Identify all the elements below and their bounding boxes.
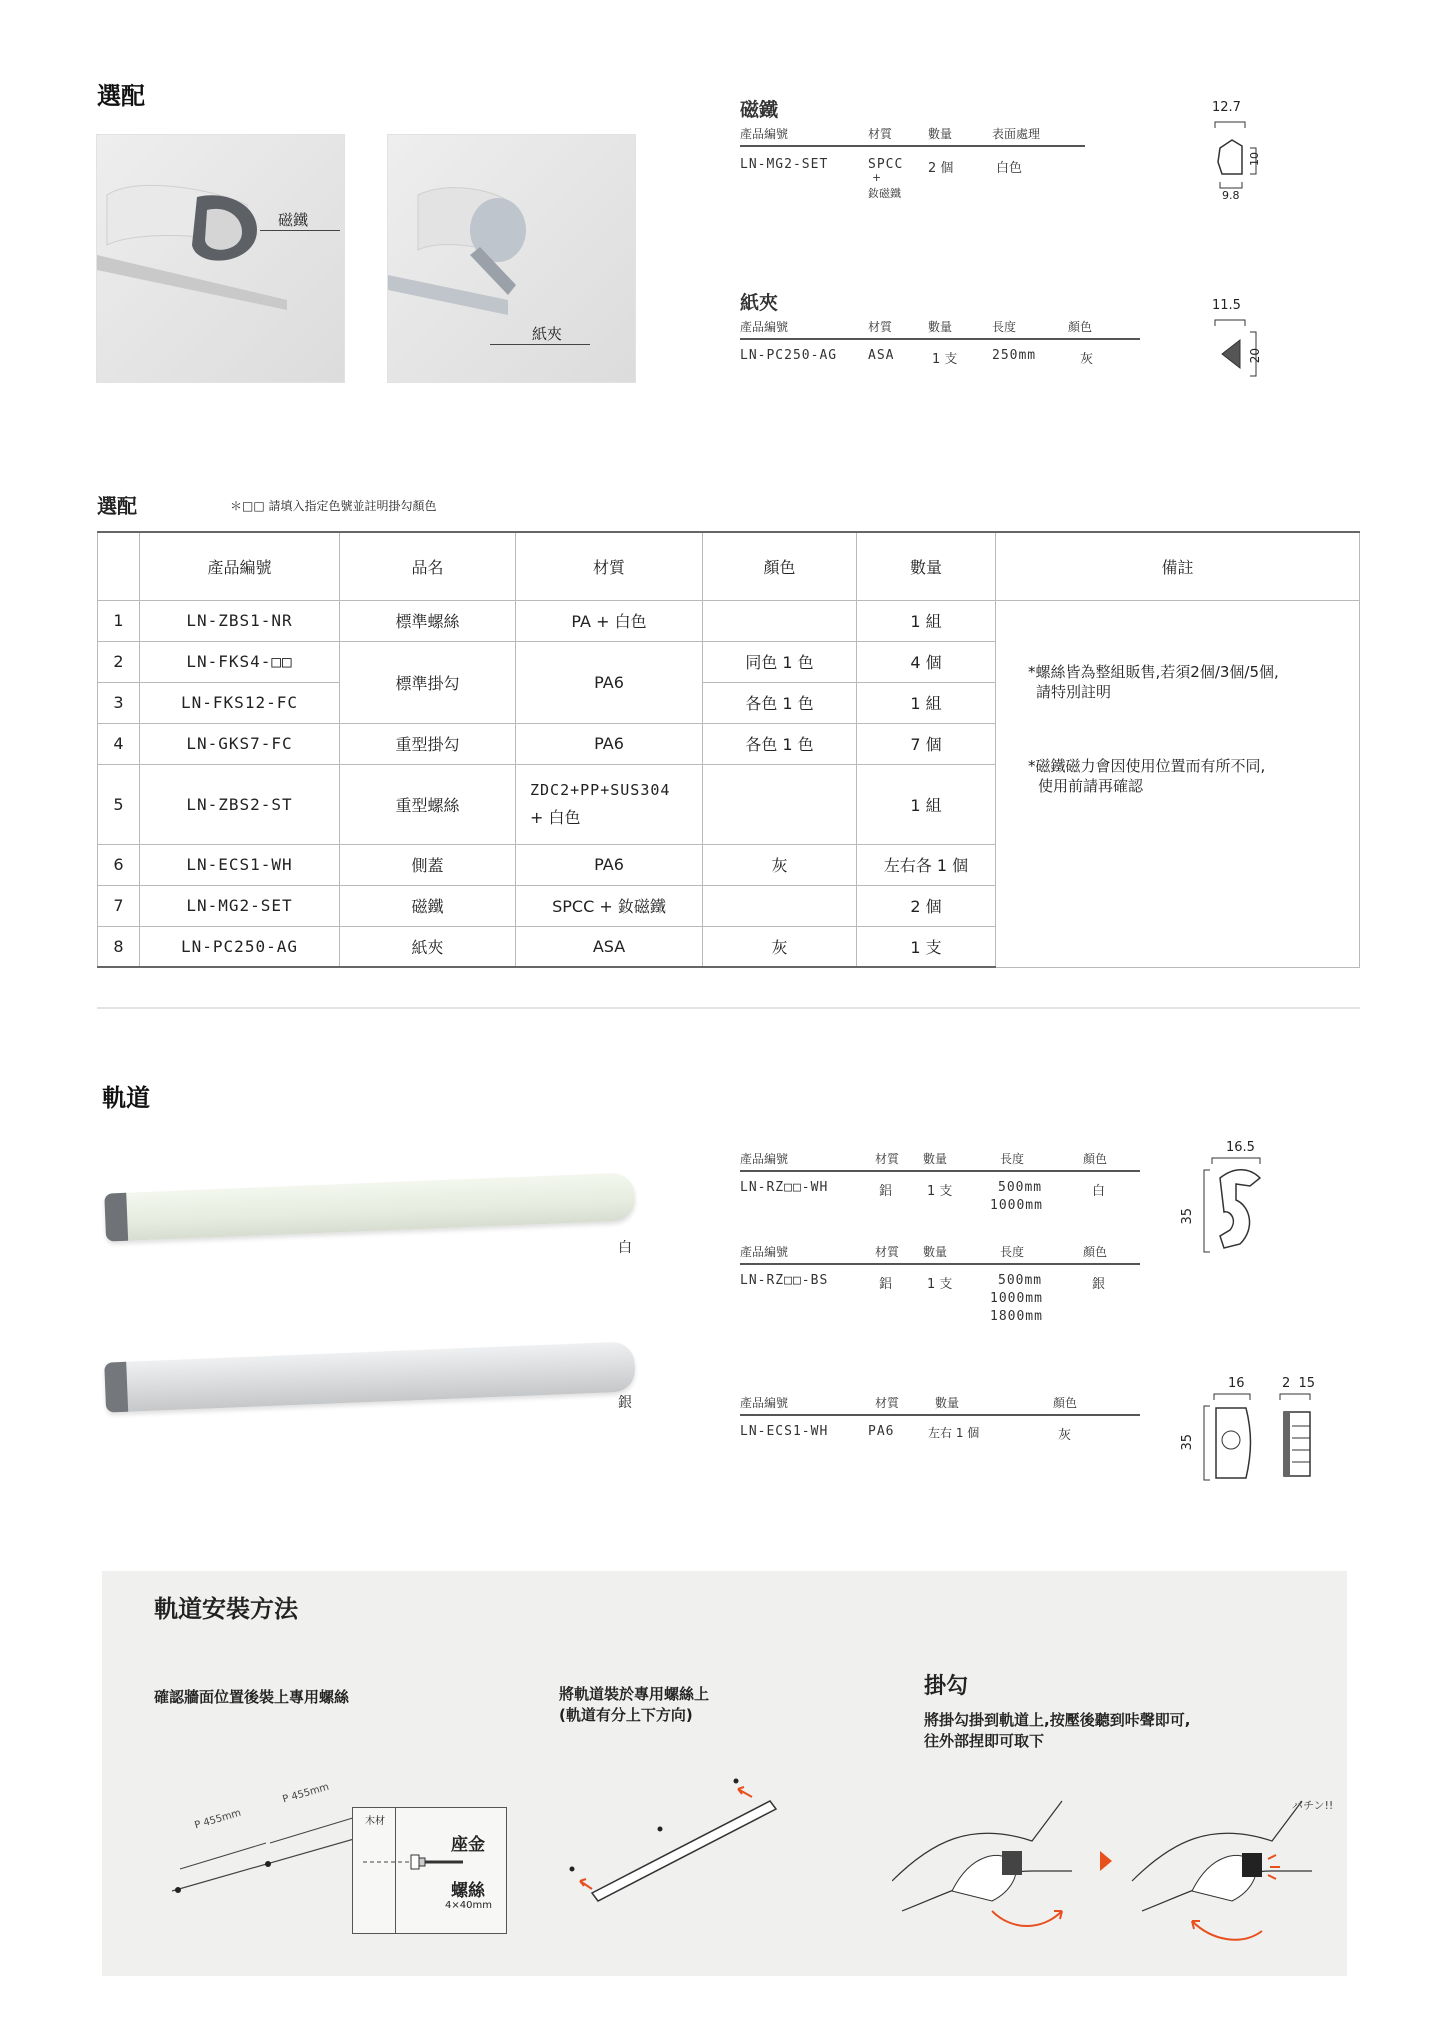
install-step-3-title: 掛勾: [924, 1674, 969, 1699]
options-note: ＊□□ 請填入指定色號並註明掛勾顏色: [230, 499, 437, 513]
magnet-spec-title: 磁鐵: [740, 99, 779, 121]
magnet-qty: 2 個: [928, 161, 954, 176]
header-material: 材質: [516, 532, 703, 600]
rail-spec-silver: [740, 1243, 1140, 1333]
header-remark: 備註: [996, 532, 1360, 600]
row-qty: 1 支: [857, 926, 996, 967]
remarks-cell: [996, 600, 1360, 967]
row-color: [703, 764, 857, 844]
row-material: ASA: [516, 926, 703, 967]
options-table: [97, 531, 1360, 968]
row-code: LN-GKS7-FC: [140, 723, 340, 764]
rail1-hdr-qty: 數量: [923, 1152, 948, 1166]
row-code: LN-ZBS2-ST: [140, 764, 340, 844]
endcap-dim-h: 35: [1180, 1434, 1195, 1451]
endcap-hdr-code: 產品編號: [740, 1396, 789, 1410]
row-material: [516, 764, 703, 844]
install-box: [102, 1571, 1347, 1976]
install-step-2-line-2: (軌道有分上下方向): [559, 1706, 693, 1724]
seat-label: 座金: [451, 1835, 485, 1855]
endcap-qty: 左右 1 個: [928, 1426, 980, 1440]
header-color: 顏色: [703, 532, 857, 600]
endcap-spec: [740, 1394, 1140, 1454]
magnet-code: LN-MG2-SET: [740, 157, 829, 172]
section-divider: [97, 1007, 1360, 1009]
row-material: SPCC + 釹磁鐵: [516, 885, 703, 926]
rail1-length-1: 500mm: [998, 1180, 1043, 1195]
pitch-label-2: P 455mm: [281, 1781, 331, 1806]
magnet-dim-drawing: [1210, 100, 1270, 210]
install-step-2-line-1: 將軌道裝於專用螺絲上: [559, 1685, 710, 1703]
row-code: LN-MG2-SET: [140, 885, 340, 926]
endcap-dim-w: 16: [1228, 1376, 1245, 1391]
rail2-hdr-length: 長度: [1000, 1245, 1025, 1259]
rail2-hdr-code: 產品編號: [740, 1245, 789, 1259]
row-color: 灰: [703, 926, 857, 967]
rail1-qty: 1 支: [927, 1184, 953, 1199]
row-code: LN-FKS12-FC: [140, 682, 340, 723]
white-rail-image: [104, 1172, 635, 1241]
rail1-material: 鋁: [879, 1184, 893, 1199]
magnet-hdr-finish: 表面處理: [992, 127, 1041, 141]
rail-profile-drawing: [1180, 1140, 1270, 1260]
clip-dim-w: 11.5: [1212, 298, 1241, 313]
row-material-line-2: + 白色: [530, 808, 581, 827]
row-code: LN-FKS4-□□: [140, 641, 340, 682]
row-name: 磁鐵: [340, 885, 516, 926]
magnet-spec-rule: [740, 145, 1085, 147]
endcap-dim-w2: 2 15: [1282, 1376, 1316, 1391]
magnet-hdr-code: 產品編號: [740, 127, 789, 141]
clip-spec-rule: [740, 338, 1140, 340]
rail2-rule: [740, 1263, 1140, 1265]
magnet-label-line: [260, 230, 340, 231]
magnet-spec: [740, 95, 1090, 205]
rail1-hdr-material: 材質: [875, 1152, 900, 1166]
rail2-length-1: 500mm: [998, 1273, 1043, 1288]
endcap-hdr-color: 顏色: [1053, 1396, 1078, 1410]
clip-hdr-code: 產品編號: [740, 320, 789, 334]
row-name: 標準掛勾: [340, 641, 516, 723]
endcap-color: 灰: [1058, 1428, 1072, 1443]
rail1-code: LN-RZ□□-WH: [740, 1180, 829, 1195]
magnet-photo: [96, 134, 345, 383]
row-qty: 1 組: [857, 600, 996, 641]
screw-size-label: 4×40mm: [445, 1900, 492, 1911]
row-name: 重型掛勾: [340, 723, 516, 764]
row-no: 2: [98, 641, 140, 682]
rail1-hdr-length: 長度: [1000, 1152, 1025, 1166]
white-rail-label: 白: [618, 1240, 632, 1256]
row-name: 紙夾: [340, 926, 516, 967]
endcap-material: PA6: [868, 1424, 895, 1439]
row-qty: 2 個: [857, 885, 996, 926]
clip-dim-drawing: [1210, 298, 1270, 388]
remark-2-line-1: *磁鐵磁力會因使用位置而有所不同,: [1028, 756, 1266, 775]
clip-hdr-material: 材質: [868, 320, 893, 334]
header-code: 產品編號: [140, 532, 340, 600]
install-step-1: 確認牆面位置後裝上專用螺絲: [154, 1688, 350, 1706]
row-name: 標準螺絲: [340, 600, 516, 641]
row-material: PA6: [516, 844, 703, 885]
silver-rail-label: 銀: [618, 1395, 632, 1411]
header-name: 品名: [340, 532, 516, 600]
magnet-hdr-material: 材質: [868, 127, 893, 141]
row-code: LN-ZBS1-NR: [140, 600, 340, 641]
row-color: [703, 885, 857, 926]
rail2-material: 鋁: [879, 1277, 893, 1292]
screw-label: 螺絲: [451, 1881, 485, 1901]
endcap-rule: [740, 1414, 1140, 1416]
row-no: 1: [98, 600, 140, 641]
row-no: 3: [98, 682, 140, 723]
remark-1-line-2: 請特別註明: [1036, 682, 1112, 701]
silver-rail-endcap: [104, 1362, 128, 1413]
row-color: [703, 600, 857, 641]
row-qty: 4 個: [857, 641, 996, 682]
endcap-hdr-qty: 數量: [935, 1396, 960, 1410]
clip-length: 250mm: [992, 348, 1037, 363]
clip-label-line: [490, 344, 590, 345]
clip-hdr-color: 顏色: [1068, 320, 1093, 334]
row-name: 重型螺絲: [340, 764, 516, 844]
rail2-length-2: 1000mm: [990, 1291, 1043, 1306]
clip-spec-title: 紙夾: [740, 292, 779, 314]
mount-detail-box: [352, 1807, 507, 1934]
install-step-3-line-2: 往外部捏即可取下: [924, 1732, 1045, 1750]
row-material: PA6: [516, 723, 703, 764]
row-name: 側蓋: [340, 844, 516, 885]
rail2-qty: 1 支: [927, 1277, 953, 1292]
row-color: 同色 1 色: [703, 641, 857, 682]
magnet-dim-h: 10: [1248, 152, 1261, 166]
clip-hdr-length: 長度: [992, 320, 1017, 334]
endcap-drawing: [1180, 1376, 1340, 1486]
magnet-material-3: 釹磁鐵: [868, 187, 901, 200]
silver-rail-image: [104, 1341, 636, 1412]
install-title: 軌道安裝方法: [154, 1595, 298, 1623]
rail2-hdr-material: 材質: [875, 1245, 900, 1259]
rail1-hdr-color: 顏色: [1083, 1152, 1108, 1166]
row-no: 5: [98, 764, 140, 844]
rail1-length-2: 1000mm: [990, 1198, 1043, 1213]
header-no: [98, 532, 140, 600]
magnet-material-1: SPCC: [868, 157, 904, 172]
row-color: 各色 1 色: [703, 723, 857, 764]
rail1-color: 白: [1092, 1184, 1106, 1199]
table-row: [98, 600, 1360, 641]
clip-color: 灰: [1080, 352, 1094, 367]
row-qty: 1 組: [857, 764, 996, 844]
row-qty: 1 組: [857, 682, 996, 723]
row-material: PA6: [516, 641, 703, 723]
clip-material: ASA: [868, 348, 895, 363]
row-no: 8: [98, 926, 140, 967]
clip-qty: 1 支: [932, 352, 958, 367]
row-material-line-1: ZDC2+PP+SUS304: [530, 781, 671, 799]
row-no: 4: [98, 723, 140, 764]
magnet-dim-b: 9.8: [1222, 189, 1240, 202]
magnet-photo-label: 磁鐵: [278, 211, 309, 229]
magnet-finish: 白色: [996, 161, 1023, 176]
row-code: LN-PC250-AG: [140, 926, 340, 967]
install-step-3-line-1: 將掛勾掛到軌道上,按壓後聽到咔聲即可,: [924, 1711, 1191, 1729]
clip-spec: [740, 288, 1140, 368]
row-qty: 左右各 1 個: [857, 844, 996, 885]
white-rail-endcap: [104, 1193, 128, 1242]
endcap-hdr-material: 材質: [875, 1396, 900, 1410]
hook-illustration: [892, 1781, 1332, 1971]
magnet-dim-w: 12.7: [1212, 100, 1241, 115]
rail1-rule: [740, 1170, 1140, 1172]
row-color: 灰: [703, 844, 857, 885]
clip-code: LN-PC250-AG: [740, 348, 838, 363]
rail-mount-illustration: [552, 1761, 852, 1961]
clip-photo-label: 紙夾: [532, 325, 563, 343]
rail-dim-w: 16.5: [1226, 1140, 1255, 1155]
rail-spec-white: [740, 1150, 1140, 1230]
magnet-hdr-qty: 數量: [928, 127, 953, 141]
table-header-row: [98, 532, 1360, 600]
row-no: 7: [98, 885, 140, 926]
section-title-rail: 軌道: [102, 1084, 150, 1112]
magnet-material-2: +: [872, 171, 882, 184]
clip-hdr-qty: 數量: [928, 320, 953, 334]
rail2-length-3: 1800mm: [990, 1309, 1043, 1324]
remark-1-line-1: *螺絲皆為整組販售,若須2個/3個/5個,: [1028, 662, 1279, 681]
row-qty: 7 個: [857, 723, 996, 764]
section-title-options-top: 選配: [97, 82, 145, 110]
row-color: 各色 1 色: [703, 682, 857, 723]
row-no: 6: [98, 844, 140, 885]
clip-dim-h: 20: [1248, 348, 1262, 364]
rail2-hdr-qty: 數量: [923, 1245, 948, 1259]
endcap-code: LN-ECS1-WH: [740, 1424, 829, 1439]
section-title-options: 選配: [97, 494, 137, 518]
rail-dim-h: 35: [1180, 1208, 1195, 1225]
rail1-hdr-code: 產品編號: [740, 1152, 789, 1166]
wood-label: 木材: [365, 1816, 385, 1827]
clip-photo: [387, 134, 636, 383]
row-material: PA + 白色: [516, 600, 703, 641]
rail2-color: 銀: [1092, 1277, 1106, 1292]
click-sound-label: パチン!!: [1292, 1799, 1334, 1812]
row-code: LN-ECS1-WH: [140, 844, 340, 885]
rail2-code: LN-RZ□□-BS: [740, 1273, 829, 1288]
rail2-hdr-color: 顏色: [1083, 1245, 1108, 1259]
pitch-label-1: P 455mm: [193, 1807, 243, 1832]
header-qty: 數量: [857, 532, 996, 600]
remark-2-line-2: 使用前請再確認: [1038, 776, 1144, 795]
